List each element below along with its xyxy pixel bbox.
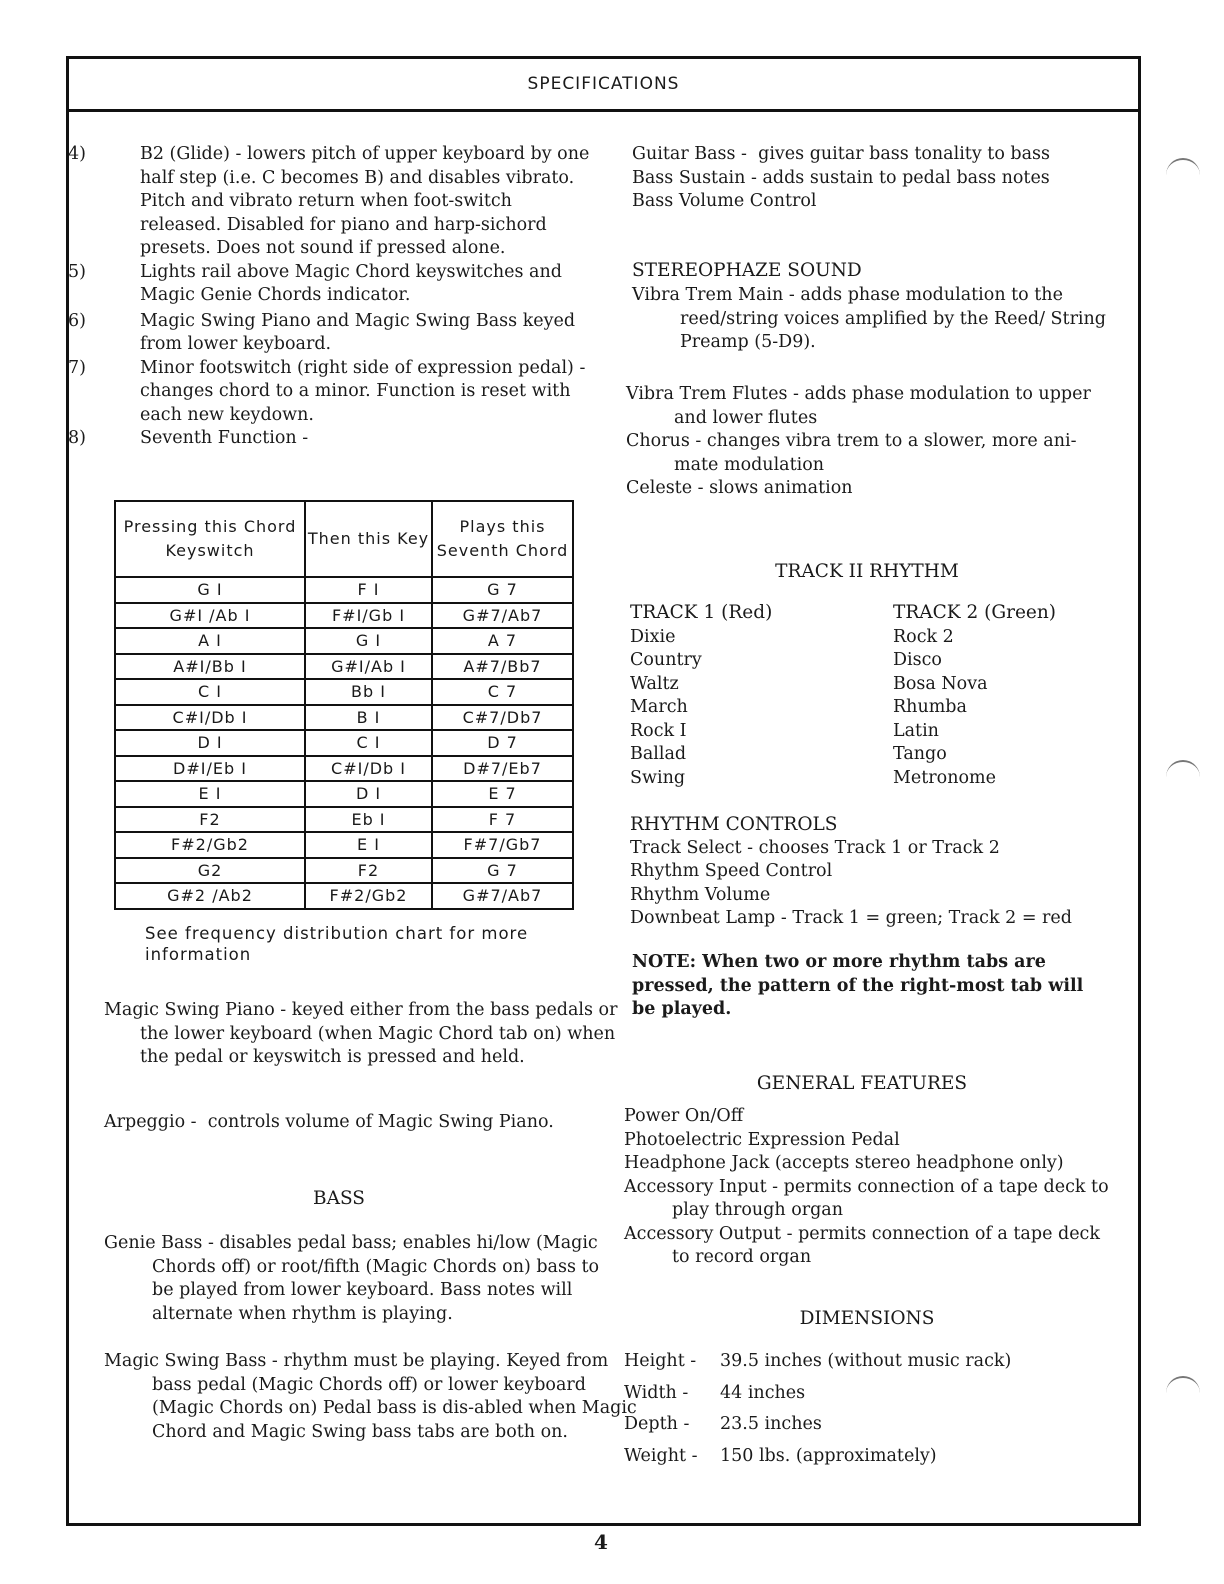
table-cell: F2 [305,858,432,884]
list-item: 4) B2 (Glide) - lowers pitch of upper keyboard by one half step (i.e. C becomes B) and disables vibrato. Pitch and vibrato return when foot-switch released. Disabled for piano and harp-sichord presets. Does not sound if pressed alone. [68,144,590,258]
track2-title: TRACK 2 (Green) [893,602,1057,623]
table-row [115,577,573,603]
table-cell: F2 [115,807,305,833]
table-cell: C#7/Db7 [432,705,573,731]
table-header-row [115,501,573,577]
list-item: Country [630,650,702,670]
list-item: Disco [893,650,942,670]
table-cell: B I [305,705,432,731]
table-cell: F 7 [432,807,573,833]
table-cell: C I [115,679,305,705]
table-cell: D#7/Eb7 [432,756,573,782]
track-rhythm-heading: TRACK II RHYTHM [775,561,959,582]
table-cell: C#I/Db I [115,705,305,731]
column-header: Plays this Seventh Chord [432,501,573,577]
table-cell: C I [305,730,432,756]
list-item: Waltz [630,673,679,694]
table-cell: F#2/Gb2 [115,832,305,858]
binder-mark [1166,760,1200,790]
binder-mark [1166,1376,1200,1406]
table-cell: E I [115,781,305,807]
general-features-heading: GENERAL FEATURES [756,1073,968,1094]
table-row [115,858,573,884]
table-row [115,807,573,833]
table-cell: D I [115,730,305,756]
table-cell: F#I/Gb I [305,603,432,629]
table-cell: F#2/Gb2 [305,883,432,909]
table-cell: G2 [115,858,305,884]
table-cell: G I [305,628,432,654]
list-item: Bosa Nova [893,673,988,694]
track1-list [630,601,880,790]
track2-list [893,601,1113,790]
table-cell: G 7 [432,858,573,884]
table-cell: G#2 /Ab2 [115,883,305,909]
list-item: 7) Minor footswitch (right side of expression pedal) - changes chord to a minor. Function is reset with each new keydown. [68,357,586,425]
rhythm-speed-entry: Rhythm Speed Control [630,861,833,881]
list-item: Headphone Jack (accepts stereo headphone only) [624,1153,1064,1173]
list-item: Rock I [630,720,687,741]
arpeggio-entry: Arpeggio - controls volume of Magic Swing Piano. [104,1112,554,1132]
table-cell: D 7 [432,730,573,756]
table-cell: G#7/Ab7 [432,603,573,629]
stereophaze-heading: STEREOPHAZE SOUND [632,260,862,281]
list-item: Tango [893,744,947,764]
table-cell: C 7 [432,679,573,705]
table-cell: D I [305,781,432,807]
table-cell: A#7/Bb7 [432,654,573,680]
dimensions-heading: DIMENSIONS [799,1308,935,1329]
dimension-row [624,1350,1104,1374]
list-item: Dixie [630,626,676,647]
page-header: SPECIFICATIONS [69,59,1138,112]
table-cell: D#I/Eb I [115,756,305,782]
table-cell: A 7 [432,628,573,654]
dimension-label: Height - [624,1351,697,1371]
list-item: Ballad [630,744,687,764]
dimensions-list [624,1350,1104,1476]
list-item: 8) Seventh Function - [68,428,309,448]
downbeat-lamp-entry: Downbeat Lamp - Track 1 = green; Track 2 = red [630,908,1072,928]
table-cell: G#7/Ab7 [432,883,573,909]
rhythm-note: NOTE: When two or more rhythm tabs are pressed, the pattern of the right-most tab will be played. [632,952,1084,1019]
table-cell: G 7 [432,577,573,603]
table-cell: E 7 [432,781,573,807]
bass-sustain-entry: Bass Sustain - adds sustain to pedal bass notes [632,167,1050,188]
table-row [115,679,573,705]
table-cell: G#I/Ab I [305,654,432,680]
table-note: See frequency distribution chart for more information [145,924,529,964]
vibra-trem-flutes-entry: Vibra Trem Flutes - adds phase modulation to upper and lower flutes [626,384,1091,428]
table-row [115,628,573,654]
dimension-row [624,1445,1104,1469]
list-item: Photoelectric Expression Pedal [624,1129,900,1150]
table-cell: G I [115,577,305,603]
column-header: Then this Key [305,501,432,577]
genie-bass-entry: Genie Bass - disables pedal bass; enables hi/low (Magic Chords off) or root/fifth (Magic Chords on) bass to be played from lower keyboard. Bass notes will alternate when rhythm is playing. [104,1233,600,1324]
table-cell: A I [115,628,305,654]
table-row [115,756,573,782]
list-item: 6) Magic Swing Piano and Magic Swing Bass keyed from lower keyboard. [68,310,576,354]
table-row [115,781,573,807]
list-item: Accessory Output - permits connection of a tape deck to record organ [624,1223,1100,1267]
dimension-row [624,1413,1104,1437]
list-item: Power On/Off [624,1106,744,1126]
column-header: Pressing this Chord Keyswitch [115,501,305,577]
list-item: March [630,697,688,717]
list-item: Rock 2 [893,626,954,647]
table-cell: F I [305,577,432,603]
table-row [115,730,573,756]
list-item: Swing [630,767,686,788]
general-features-list [624,1105,1114,1270]
rhythm-controls [630,813,1110,931]
table-row [115,705,573,731]
dimension-value: 44 inches [720,1382,806,1403]
table-cell: F#7/Gb7 [432,832,573,858]
swing-bass-entry: Magic Swing Bass - rhythm must be playing. Keyed from bass pedal (Magic Chords off) or lower keyboard (Magic Chords on) Pedal bass is dis-abled when Magic Chord and Magic Swing bass tabs are both on. [104,1351,637,1442]
dimension-value: 150 lbs. (approximately) [720,1445,937,1466]
list-item: Metronome [893,767,996,788]
bass-controls [632,143,1102,214]
table-cell: A#I/Bb I [115,654,305,680]
table-cell: E I [305,832,432,858]
table-cell: Bb I [305,679,432,705]
table-row [115,603,573,629]
rhythm-volume-entry: Rhythm Volume [630,884,771,905]
binder-mark [1166,158,1200,188]
guitar-bass-entry: Guitar Bass - gives guitar bass tonality to bass [632,144,1051,164]
chorus-entry: Chorus - changes vibra trem to a slower, more ani-mate modulation [626,431,1077,475]
list-item: Latin [893,720,939,741]
table-row [115,654,573,680]
dimension-value: 39.5 inches (without music rack) [720,1351,1012,1371]
dimension-label: Width - [624,1382,689,1403]
bass-heading: BASS [313,1188,365,1209]
table-cell: Eb I [305,807,432,833]
dimension-row [624,1382,1104,1406]
list-item: Rhumba [893,697,967,717]
list-item: Accessory Input - permits connection of a tape deck to play through organ [624,1176,1109,1220]
stereophaze-list [626,383,1116,501]
vibra-trem-main-entry: Vibra Trem Main - adds phase modulation to the reed/string voices amplified by the Reed/ String Preamp (5-D9). [632,285,1107,352]
table-cell: G#I /Ab I [115,603,305,629]
celeste-entry: Celeste - slows animation [626,478,853,498]
seventh-chord-table [114,500,574,910]
swing-piano-entry: Magic Swing Piano - keyed either from the bass pedals or the lower keyboard (when Magic Chord tab on) when the pedal or keyswitch is pressed and held. [104,1000,618,1067]
table-cell: C#I/Db I [305,756,432,782]
rhythm-controls-heading: RHYTHM CONTROLS [630,814,838,835]
table-row [115,883,573,909]
numbered-list [68,143,590,451]
track-select-entry: Track Select - chooses Track 1 or Track 2 [630,837,1000,858]
dimension-label: Depth - [624,1414,690,1434]
dimension-value: 23.5 inches [720,1414,822,1434]
table-row [115,832,573,858]
bass-volume-entry: Bass Volume Control [632,191,817,211]
track1-title: TRACK 1 (Red) [630,602,773,623]
list-item: 5) Lights rail above Magic Chord keyswitches and Magic Genie Chords indicator. [68,261,562,305]
page-number: 4 [594,1530,608,1554]
dimension-label: Weight - [624,1445,698,1466]
